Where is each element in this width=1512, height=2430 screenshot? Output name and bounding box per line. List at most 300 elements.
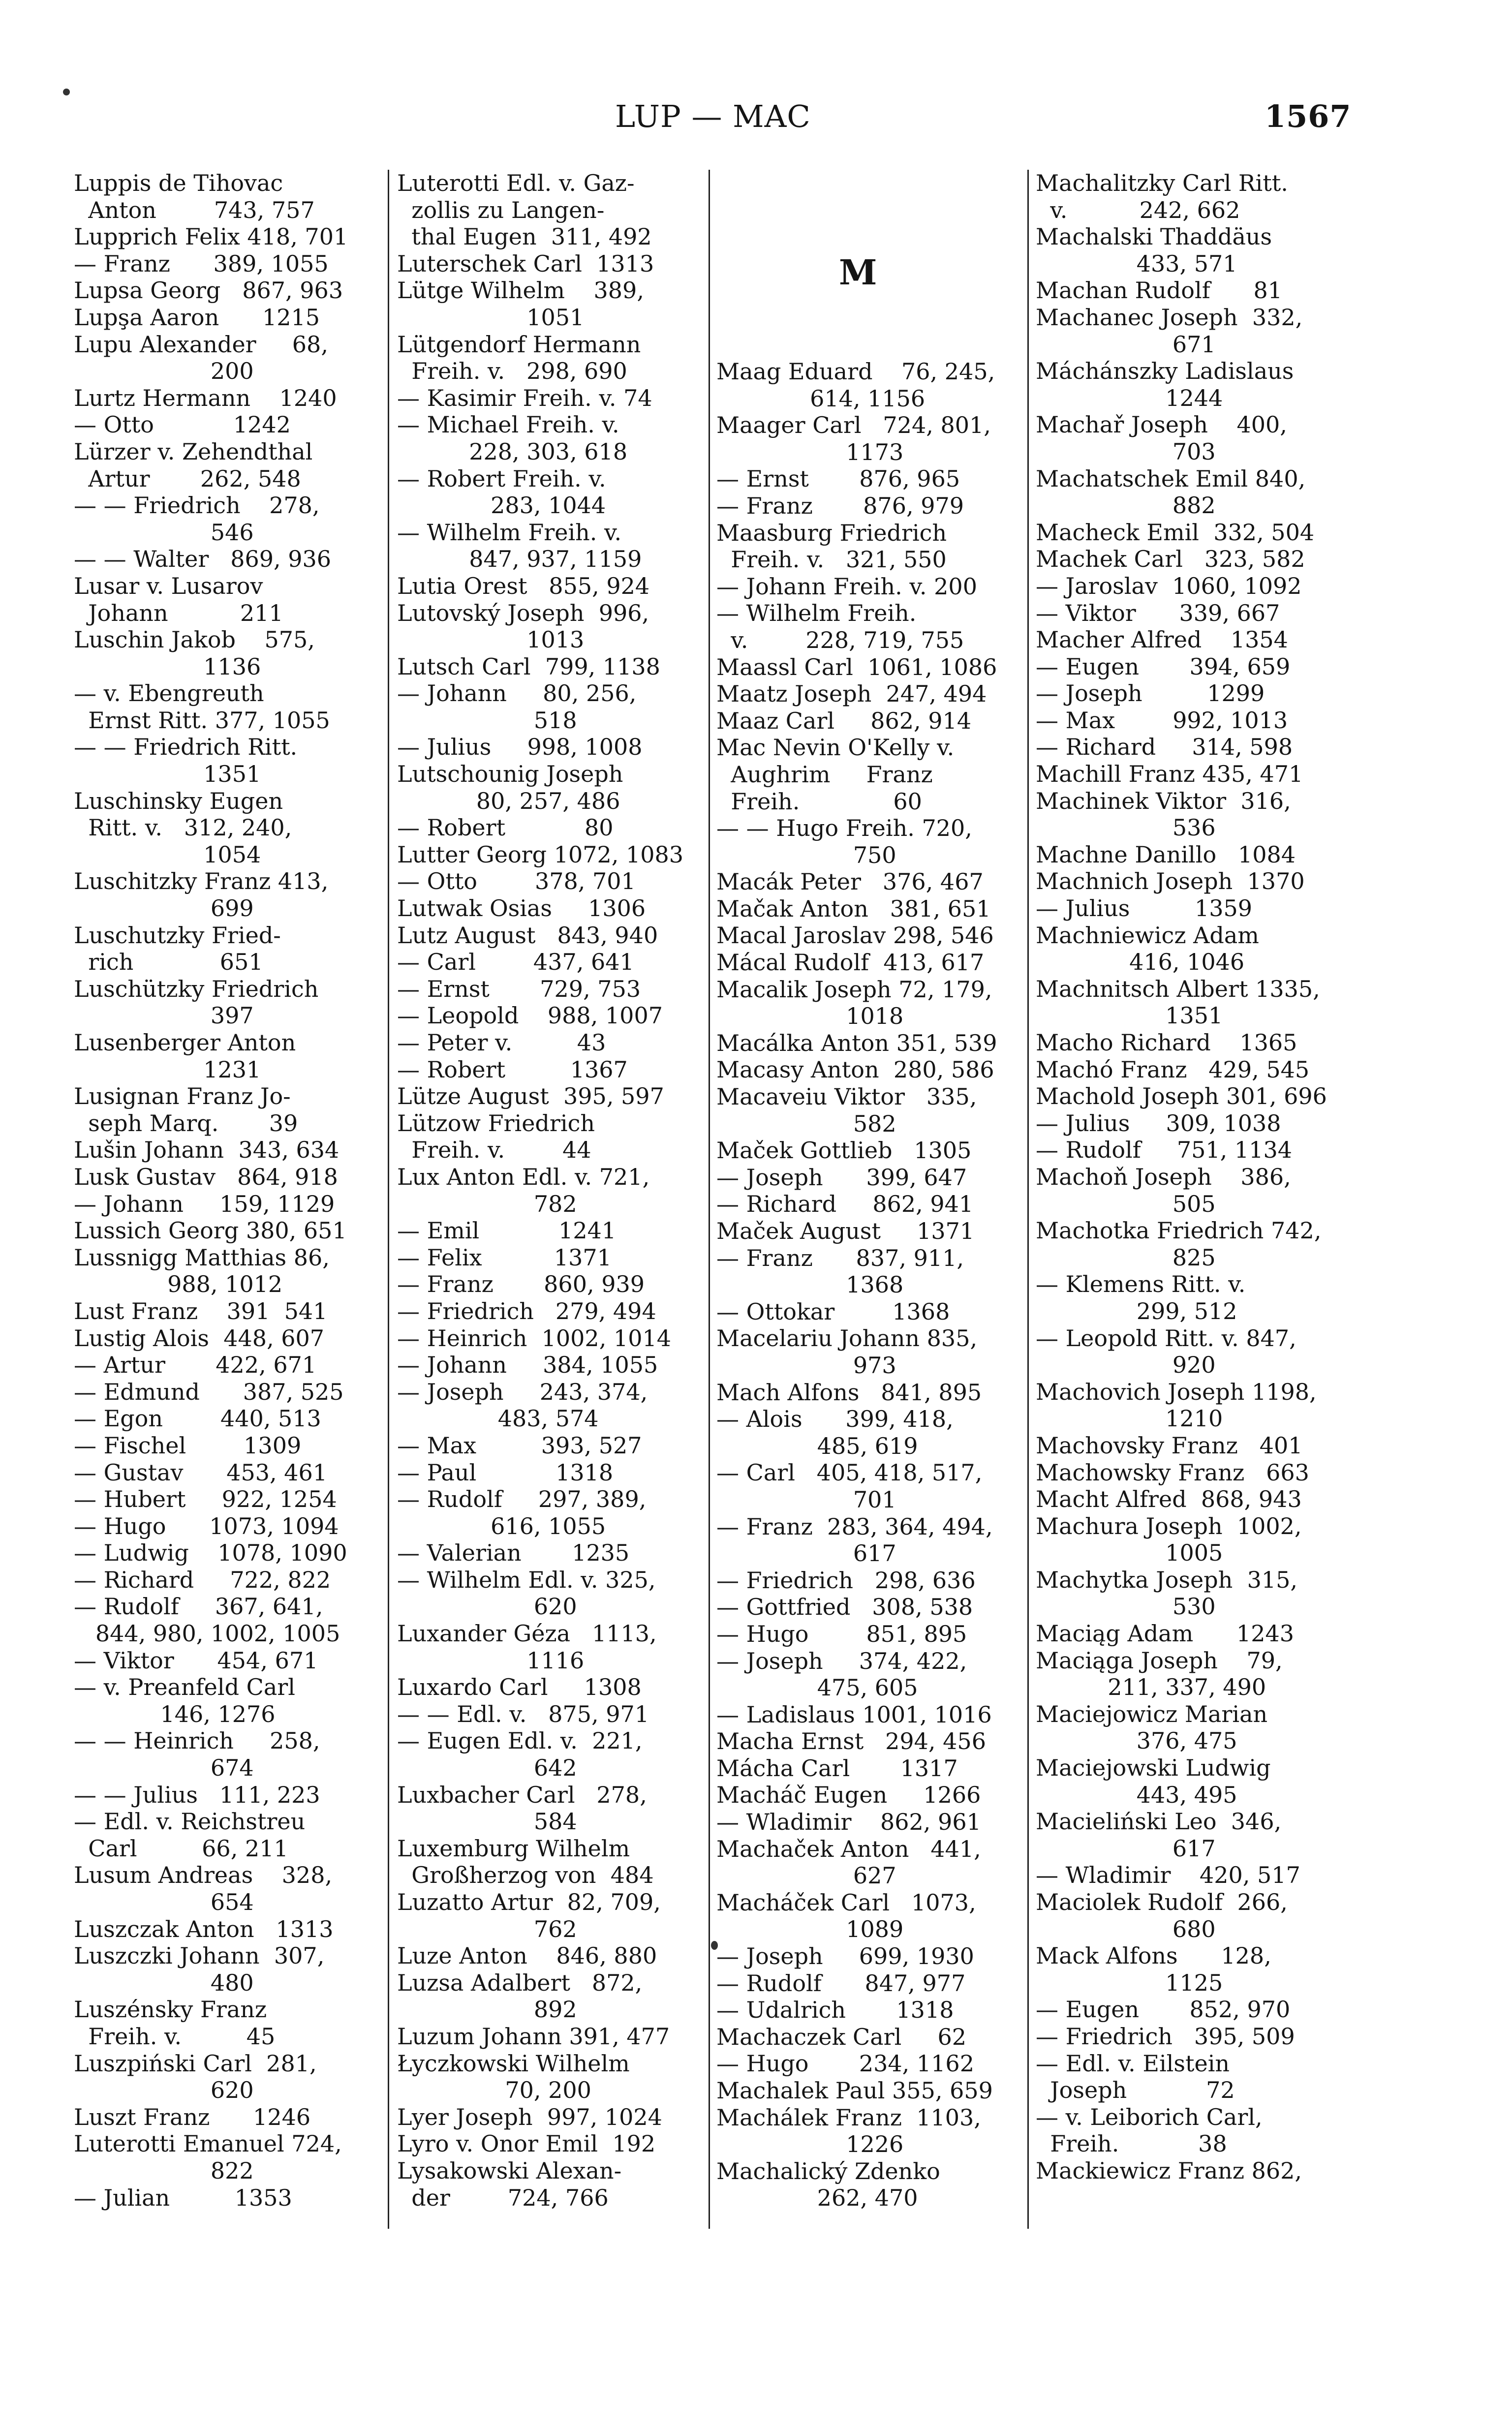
- index-entry: — Otto 378, 701: [397, 868, 636, 895]
- index-entry: Machalický Zdenko: [716, 2157, 940, 2184]
- index-entry: — Eugen Edl. v. 221,: [397, 1727, 643, 1754]
- index-entry: Freih. 38: [1036, 2130, 1227, 2157]
- index-entry: Lyro v. Onor Emil 192: [397, 2130, 656, 2157]
- index-entry: 416, 1046: [1036, 949, 1245, 976]
- index-entry: Maassl Carl 1061, 1086: [716, 653, 997, 680]
- index-entry: Lutter Georg 1072, 1083: [397, 841, 684, 868]
- index-entry: v. 242, 662: [1036, 196, 1240, 223]
- index-entry: Johann 211: [74, 599, 283, 626]
- index-entry: Lysakowski Alexan-: [397, 2157, 622, 2184]
- index-entry: Maager Carl 724, 801,: [716, 412, 991, 439]
- index-entry: 620: [74, 2077, 254, 2104]
- index-entry: 283, 1044: [397, 492, 606, 519]
- index-entry: 1244: [1036, 384, 1223, 411]
- index-entry: 1226: [716, 2131, 904, 2158]
- index-entry: Freih. v. 321, 550: [716, 546, 947, 573]
- index-entry: — Alois 399, 418,: [716, 1406, 954, 1433]
- index-entry: — Viktor 454, 671: [74, 1647, 318, 1674]
- index-entry: Macasy Anton 280, 586: [716, 1056, 994, 1083]
- index-entry: — Carl 405, 418, 517,: [716, 1459, 983, 1486]
- index-entry: — Hubert 922, 1254: [74, 1486, 337, 1513]
- index-entry: Lutz August 843, 940: [397, 922, 658, 949]
- index-entry: — Rudolf 751, 1134: [1036, 1137, 1292, 1164]
- index-entry: 620: [397, 1593, 577, 1620]
- index-entry: 699: [74, 895, 254, 922]
- index-entry: — Johann 159, 1129: [74, 1190, 335, 1217]
- index-entry: 1125: [1036, 1969, 1223, 1996]
- index-entry: — Robert 80: [397, 814, 614, 841]
- index-entry: — v. Preanfeld Carl: [74, 1674, 295, 1701]
- index-entry: 703: [1036, 438, 1216, 465]
- index-entry: Macháček Carl 1073,: [716, 1889, 976, 1916]
- index-entry: Mačak Anton 381, 651: [716, 895, 991, 922]
- index-entry: — Peter v. 43: [397, 1029, 606, 1056]
- index-entry: Machotka Friedrich 742,: [1036, 1217, 1322, 1244]
- index-entry: Łyczkowski Wilhelm: [397, 2050, 630, 2077]
- index-entry: Lusk Gustav 864, 918: [74, 1163, 338, 1190]
- index-entry: — Julius 998, 1008: [397, 734, 643, 761]
- index-entry: — Robert Freih. v.: [397, 465, 606, 492]
- running-header: LUP — MAC: [615, 98, 811, 134]
- index-entry: Macheck Emil 332, 504: [1036, 519, 1315, 546]
- index-entry: Lütze August 395, 597: [397, 1083, 664, 1110]
- index-entry: Macák Peter 376, 467: [716, 868, 984, 895]
- index-entry: — Kasimir Freih. v. 74: [397, 384, 652, 411]
- index-entry: — Michael Freih. v.: [397, 411, 619, 438]
- index-entry: Luze Anton 846, 880: [397, 1942, 657, 1969]
- index-entry: — Max 393, 527: [397, 1432, 642, 1459]
- index-entry: Joseph 72: [1036, 2077, 1235, 2104]
- index-entry: Freih. v. 45: [74, 2023, 276, 2050]
- index-entry: — v. Leiborich Carl,: [1036, 2103, 1263, 2130]
- index-entry: — Klemens Ritt. v.: [1036, 1271, 1246, 1298]
- index-entry: — Wilhelm Freih.: [716, 600, 917, 627]
- index-entry: Lutia Orest 855, 924: [397, 572, 650, 599]
- index-entry: 642: [397, 1754, 577, 1782]
- index-entry: Machill Franz 435, 471: [1036, 761, 1303, 788]
- index-entry: 505: [1036, 1190, 1216, 1217]
- index-entry: 262, 470: [716, 2184, 918, 2212]
- index-entry: Ernst Ritt. 377, 1055: [74, 707, 330, 734]
- index-entry: Luxardo Carl 1308: [397, 1674, 642, 1701]
- index-entry: Lutschounig Joseph: [397, 761, 623, 788]
- index-entry: — Julius 1359: [1036, 895, 1253, 922]
- index-entry: 70, 200: [397, 2077, 591, 2104]
- index-entry: 299, 512: [1036, 1297, 1237, 1324]
- index-entry: — Leopold 988, 1007: [397, 1002, 663, 1029]
- index-entry: Luterschek Carl 1313: [397, 250, 654, 277]
- index-entry: 762: [397, 1915, 577, 1942]
- index-entry: — Hugo 1073, 1094: [74, 1512, 339, 1539]
- index-entry: Maag Eduard 76, 245,: [716, 358, 995, 385]
- column-divider: [1027, 170, 1029, 2229]
- index-entry: 671: [1036, 331, 1216, 358]
- column-divider: [388, 170, 389, 2229]
- index-entry: Luxander Géza 1113,: [397, 1620, 657, 1647]
- index-entry: — Friedrich 395, 509: [1036, 2023, 1295, 2050]
- index-entry: 1051: [397, 304, 585, 331]
- index-entry: 228, 303, 618: [397, 438, 628, 465]
- index-entry: Lustig Alois 448, 607: [74, 1324, 325, 1352]
- index-column-4: [1036, 170, 1338, 2184]
- index-entry: Machnich Joseph 1370: [1036, 868, 1305, 895]
- index-entry: Machek Carl 323, 582: [1036, 546, 1305, 573]
- index-entry: 536: [1036, 814, 1216, 841]
- index-entry: Mack Alfons 128,: [1036, 1942, 1271, 1969]
- index-entry: 617: [1036, 1835, 1216, 1862]
- index-entry: Machalitzky Carl Ritt.: [1036, 170, 1288, 196]
- index-entry: Macieliński Leo 346,: [1036, 1808, 1282, 1835]
- index-entry: Machytka Joseph 315,: [1036, 1566, 1298, 1593]
- index-entry: Machanec Joseph 332,: [1036, 304, 1303, 331]
- index-entry: Lušin Johann 343, 634: [74, 1137, 339, 1164]
- index-entry: Lyer Joseph 997, 1024: [397, 2103, 662, 2130]
- index-entry: Macháč Eugen 1266: [716, 1782, 981, 1809]
- index-entry: Luszczak Anton 1313: [74, 1915, 334, 1942]
- index-entry: — — Julius 111, 223: [74, 1781, 320, 1808]
- index-entry: Macaveiu Viktor 335,: [716, 1083, 977, 1110]
- index-entry: 1005: [1036, 1539, 1223, 1567]
- index-entry: — Fischel 1309: [74, 1432, 302, 1459]
- index-entry: 433, 571: [1036, 250, 1237, 277]
- index-entry: Macálka Anton 351, 539: [716, 1029, 997, 1056]
- index-entry: Maček Gottlieb 1305: [716, 1137, 972, 1164]
- index-entry: 530: [1036, 1593, 1216, 1620]
- index-entry: Carl 66, 211: [74, 1835, 288, 1862]
- index-entry: — Rudolf 297, 389,: [397, 1486, 647, 1513]
- index-entry: Lupsa Georg 867, 963: [74, 277, 343, 304]
- index-column-3: [716, 358, 1017, 2212]
- index-entry: — Franz 389, 1055: [74, 250, 329, 277]
- index-entry: — Richard 314, 598: [1036, 734, 1293, 761]
- index-entry: Maaz Carl 862, 914: [716, 707, 972, 734]
- index-entry: — Heinrich 1002, 1014: [397, 1324, 672, 1352]
- index-entry: Luzsa Adalbert 872,: [397, 1969, 643, 1996]
- column-divider: [709, 170, 710, 2229]
- index-entry: Luxemburg Wilhelm: [397, 1835, 630, 1862]
- index-entry: 146, 1276: [74, 1700, 276, 1727]
- index-entry: — Hugo 234, 1162: [716, 2050, 974, 2077]
- index-entry: 680: [1036, 1915, 1216, 1942]
- index-entry: — Johann 80, 256,: [397, 680, 637, 707]
- index-entry: — Friedrich 279, 494: [397, 1297, 656, 1324]
- index-entry: — Valerian 1235: [397, 1539, 630, 1567]
- index-entry: — Wilhelm Freih. v.: [397, 519, 622, 546]
- index-entry: — Ernst 729, 753: [397, 975, 641, 1002]
- index-entry: — — Edl. v. 875, 971: [397, 1700, 649, 1727]
- index-entry: — Franz 837, 911,: [716, 1244, 964, 1271]
- index-entry: — Edl. v. Eilstein: [1036, 2050, 1230, 2077]
- index-entry: Macelariu Johann 835,: [716, 1325, 978, 1352]
- index-entry: Machnitsch Albert 1335,: [1036, 975, 1320, 1002]
- index-entry: Machoň Joseph 386,: [1036, 1163, 1291, 1190]
- index-entry: Lutovský Joseph 996,: [397, 599, 649, 626]
- index-entry: Luszpiński Carl 281,: [74, 2050, 317, 2077]
- index-entry: — Gustav 453, 461: [74, 1459, 328, 1486]
- index-entry: Freih. 60: [716, 788, 922, 815]
- index-entry: — Eugen 394, 659: [1036, 653, 1291, 680]
- index-entry: Luszczki Johann 307,: [74, 1942, 325, 1969]
- index-entry: v. 228, 719, 755: [716, 626, 964, 653]
- index-entry: — Julian 1353: [74, 2184, 292, 2211]
- index-entry: Freih. v. 44: [397, 1137, 591, 1164]
- index-entry: — Robert 1367: [397, 1056, 628, 1083]
- index-entry: — Franz 860, 939: [397, 1271, 645, 1298]
- index-entry: — Felix 1371: [397, 1244, 612, 1271]
- index-entry: — — Hugo Freih. 720,: [716, 815, 972, 842]
- index-entry: Luzum Johann 391, 477: [397, 2023, 670, 2050]
- index-entry: Lupprich Felix 418, 701: [74, 223, 348, 250]
- index-entry: 627: [716, 1862, 896, 1889]
- index-entry: Lusenberger Anton: [74, 1029, 296, 1056]
- index-entry: Machold Joseph 301, 696: [1036, 1083, 1327, 1110]
- index-entry: 782: [397, 1190, 577, 1217]
- index-entry: — Ernst 876, 965: [716, 465, 960, 492]
- index-entry: — Richard 722, 822: [74, 1566, 331, 1593]
- index-entry: 1136: [74, 653, 261, 680]
- index-entry: — Ludwig 1078, 1090: [74, 1539, 347, 1567]
- index-entry: 483, 574: [397, 1405, 599, 1432]
- index-entry: Machne Danillo 1084: [1036, 841, 1296, 868]
- index-entry: Luszénsky Franz: [74, 1996, 267, 2023]
- index-entry: Machan Rudolf 81: [1036, 277, 1282, 304]
- index-entry: 882: [1036, 492, 1216, 519]
- index-entry: — — Walter 869, 936: [74, 546, 332, 573]
- index-entry: Macher Alfred 1354: [1036, 626, 1288, 653]
- index-entry: 1089: [716, 1916, 904, 1943]
- index-entry: Maček August 1371: [716, 1218, 975, 1244]
- index-entry: rich 651: [74, 949, 263, 976]
- index-entry: — Gottfried 308, 538: [716, 1594, 973, 1621]
- index-entry: 1368: [716, 1271, 904, 1298]
- index-entry: — Hugo 851, 895: [716, 1620, 967, 1647]
- index-entry: Machálek Franz 1103,: [716, 2104, 981, 2131]
- index-entry: Lupşa Aaron 1215: [74, 304, 320, 331]
- index-entry: Lust Franz 391 541: [74, 1297, 328, 1324]
- index-entry: Lussnigg Matthias 86,: [74, 1244, 330, 1271]
- index-entry: Mackiewicz Franz 862,: [1036, 2157, 1302, 2184]
- index-entry: Machniewicz Adam: [1036, 922, 1259, 949]
- index-entry: — Rudolf 367, 641,: [74, 1593, 323, 1620]
- index-entry: Macha Ernst 294, 456: [716, 1728, 986, 1755]
- index-entry: Luxbacher Carl 278,: [397, 1781, 647, 1808]
- index-entry: 617: [716, 1540, 896, 1567]
- index-entry: Maciąg Adam 1243: [1036, 1620, 1295, 1647]
- index-entry: zollis zu Langen-: [397, 196, 605, 223]
- index-entry: 701: [716, 1486, 896, 1513]
- index-entry: — Richard 862, 941: [716, 1191, 974, 1218]
- index-entry: 376, 475: [1036, 1727, 1237, 1754]
- index-entry: Luppis de Tihovac: [74, 170, 283, 196]
- index-entry: — Egon 440, 513: [74, 1405, 321, 1432]
- index-entry: 750: [716, 841, 896, 868]
- index-entry: Luschinsky Eugen: [74, 787, 283, 814]
- index-column-2: [397, 170, 702, 2211]
- index-entry: Lütgendorf Hermann: [397, 331, 641, 358]
- index-entry: — — Heinrich 258,: [74, 1727, 320, 1754]
- index-entry: Mach Alfons 841, 895: [716, 1379, 982, 1406]
- index-entry: Luschutzky Fried-: [74, 922, 281, 949]
- index-entry: Lusum Andreas 328,: [74, 1862, 333, 1889]
- index-entry: Macalik Joseph 72, 179,: [716, 976, 992, 1003]
- index-entry: — Joseph 699, 1930: [716, 1943, 974, 1970]
- index-entry: 211, 337, 490: [1036, 1674, 1266, 1701]
- index-entry: — — Friedrich 278,: [74, 492, 320, 519]
- index-entry: 200: [74, 358, 254, 385]
- index-entry: 1210: [1036, 1405, 1223, 1432]
- index-entry: — Wladimir 420, 517: [1036, 1862, 1300, 1889]
- index-entry: Lusar v. Lusarov: [74, 572, 263, 599]
- index-entry: 822: [74, 2157, 254, 2184]
- index-entry: Luszt Franz 1246: [74, 2103, 311, 2130]
- index-entry: Großherzog von 484: [397, 1862, 654, 1889]
- index-entry: — Artur 422, 671: [74, 1352, 317, 1379]
- index-entry: Lutwak Osias 1306: [397, 895, 646, 922]
- index-entry: — Edl. v. Reichstreu: [74, 1808, 306, 1835]
- index-entry: — Joseph 243, 374,: [397, 1378, 648, 1405]
- index-entry: 1116: [397, 1647, 585, 1674]
- index-entry: Lussich Georg 380, 651: [74, 1217, 347, 1244]
- index-entry: 1231: [74, 1056, 261, 1083]
- index-entry: Freih. v. 298, 690: [397, 358, 627, 385]
- index-entry: 480: [74, 1969, 254, 1996]
- index-entry: Lützow Friedrich: [397, 1109, 595, 1137]
- index-entry: der 724, 766: [397, 2184, 609, 2211]
- index-entry: Machatschek Emil 840,: [1036, 465, 1306, 492]
- index-entry: Anton 743, 757: [74, 196, 315, 223]
- index-entry: — Wladimir 862, 961: [716, 1809, 981, 1836]
- section-letter: M: [839, 252, 877, 293]
- index-entry: Luschin Jakob 575,: [74, 626, 315, 653]
- index-entry: 844, 980, 1002, 1005: [74, 1620, 340, 1647]
- index-entry: 582: [716, 1110, 896, 1137]
- index-entry: thal Eugen 311, 492: [397, 223, 652, 250]
- index-entry: 920: [1036, 1352, 1216, 1379]
- index-entry: Luterotti Edl. v. Gaz-: [397, 170, 635, 196]
- index-entry: 518: [397, 707, 577, 734]
- index-entry: — Joseph 399, 647: [716, 1164, 967, 1191]
- index-entry: Mácha Carl 1317: [716, 1754, 958, 1782]
- index-entry: — Franz 283, 364, 494,: [716, 1513, 993, 1540]
- index-entry: 397: [74, 1002, 254, 1029]
- index-entry: — Edmund 387, 525: [74, 1378, 344, 1405]
- index-entry: Lütge Wilhelm 389,: [397, 277, 644, 304]
- index-entry: Machaczek Carl 62: [716, 2023, 967, 2050]
- index-entry: — Friedrich 298, 636: [716, 1567, 976, 1594]
- index-entry: 825: [1036, 1244, 1216, 1271]
- index-entry: — Julius 309, 1038: [1036, 1109, 1281, 1137]
- index-entry: — Max 992, 1013: [1036, 707, 1288, 734]
- index-entry: Machinek Viktor 316,: [1036, 787, 1291, 814]
- index-entry: Luterotti Emanuel 724,: [74, 2130, 342, 2157]
- index-entry: — Joseph 1299: [1036, 680, 1265, 707]
- index-entry: 475, 605: [716, 1674, 918, 1701]
- index-entry: 674: [74, 1754, 254, 1782]
- index-entry: — Paul 1318: [397, 1459, 614, 1486]
- index-entry: — Eugen 852, 970: [1036, 1996, 1291, 2023]
- index-entry: — Johann 384, 1055: [397, 1352, 658, 1379]
- index-entry: seph Marq. 39: [74, 1109, 298, 1137]
- index-entry: 1013: [397, 626, 585, 653]
- index-entry: — Udalrich 1318: [716, 1997, 954, 2024]
- index-entry: Lurtz Hermann 1240: [74, 384, 337, 411]
- index-entry: Lürzer v. Zehendthal: [74, 438, 313, 465]
- index-entry: Maatz Joseph 247, 494: [716, 680, 987, 707]
- index-entry: Machó Franz 429, 545: [1036, 1056, 1310, 1083]
- index-entry: Machowsky Franz 663: [1036, 1459, 1309, 1486]
- index-entry: — Wilhelm Edl. v. 325,: [397, 1566, 656, 1593]
- index-entry: 847, 937, 1159: [397, 546, 642, 573]
- index-entry: Artur 262, 548: [74, 465, 301, 492]
- index-entry: — Emil 1241: [397, 1217, 617, 1244]
- index-entry: Lusignan Franz Jo-: [74, 1083, 291, 1110]
- index-entry: 443, 495: [1036, 1781, 1237, 1808]
- index-entry: Macho Richard 1365: [1036, 1029, 1297, 1056]
- index-entry: 988, 1012: [74, 1271, 283, 1298]
- index-entry: Luschitzky Franz 413,: [74, 868, 329, 895]
- index-entry: 1351: [74, 761, 261, 788]
- index-entry: 1018: [716, 1003, 904, 1030]
- print-speck: [63, 89, 70, 95]
- index-entry: — Ladislaus 1001, 1016: [716, 1701, 992, 1728]
- index-entry: 654: [74, 1889, 254, 1915]
- index-entry: Lux Anton Edl. v. 721,: [397, 1163, 650, 1190]
- index-entry: Lutsch Carl 799, 1138: [397, 653, 660, 680]
- index-entry: — Franz 876, 979: [716, 492, 964, 519]
- index-entry: — Ottokar 1368: [716, 1298, 950, 1325]
- index-entry: Machalek Paul 355, 659: [716, 2077, 993, 2104]
- index-entry: — Otto 1242: [74, 411, 291, 438]
- index-entry: — Johann Freih. v. 200: [716, 573, 977, 600]
- index-entry: 1351: [1036, 1002, 1223, 1029]
- page-number: 1567: [1265, 98, 1352, 134]
- index-entry: Maciejowicz Marian: [1036, 1700, 1268, 1727]
- index-entry: Maciejowski Ludwig: [1036, 1754, 1271, 1782]
- index-entry: 616, 1055: [397, 1512, 606, 1539]
- index-entry: Luschützky Friedrich: [74, 975, 319, 1002]
- index-entry: Luzatto Artur 82, 709,: [397, 1889, 661, 1915]
- index-entry: 614, 1156: [716, 385, 926, 412]
- index-entry: Machovich Joseph 1198,: [1036, 1378, 1317, 1405]
- index-entry: Máchánszky Ladislaus: [1036, 358, 1294, 385]
- index-entry: 485, 619: [716, 1432, 918, 1459]
- index-entry: 584: [397, 1808, 577, 1835]
- index-entry: Maciąga Joseph 79,: [1036, 1647, 1283, 1674]
- index-entry: 80, 257, 486: [397, 787, 620, 814]
- index-entry: Ritt. v. 312, 240,: [74, 814, 292, 841]
- index-entry: Aughrim Franz: [716, 761, 933, 788]
- index-entry: — v. Ebengreuth: [74, 680, 264, 707]
- index-entry: 1173: [716, 438, 904, 465]
- index-entry: Macht Alfred 868, 943: [1036, 1486, 1302, 1513]
- index-entry: Mácal Rudolf 413, 617: [716, 949, 985, 976]
- index-entry: — Carl 437, 641: [397, 949, 634, 976]
- index-entry: 1054: [74, 841, 261, 868]
- index-entry: Macal Jaroslav 298, 546: [716, 922, 994, 949]
- index-entry: Machura Joseph 1002,: [1036, 1512, 1302, 1539]
- index-entry: Maciolek Rudolf 266,: [1036, 1889, 1288, 1915]
- index-entry: 973: [716, 1352, 896, 1379]
- index-entry: — Jaroslav 1060, 1092: [1036, 572, 1302, 599]
- index-entry: — Viktor 339, 667: [1036, 599, 1280, 626]
- index-entry: 892: [397, 1996, 577, 2023]
- index-entry: Maasburg Friedrich: [716, 519, 947, 546]
- index-column-1: [74, 170, 369, 2211]
- index-entry: Machaček Anton 441,: [716, 1835, 981, 1862]
- index-entry: Mac Nevin O'Kelly v.: [716, 734, 955, 761]
- index-entry: 546: [74, 519, 254, 546]
- index-entry: — Rudolf 847, 977: [716, 1969, 966, 1997]
